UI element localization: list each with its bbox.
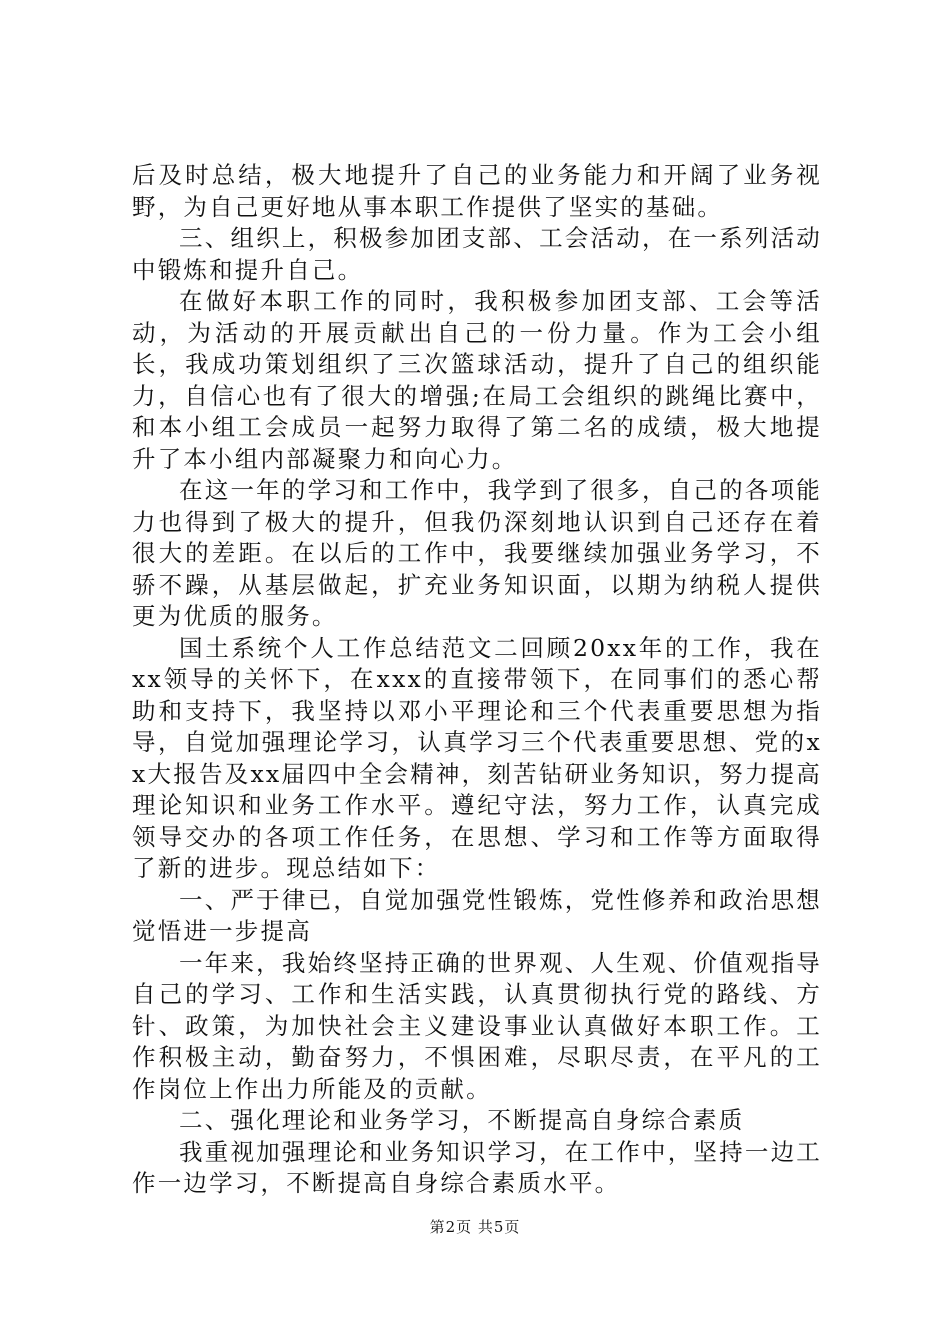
document-body <box>132 160 822 1200</box>
page-footer: 第2页 共5页 <box>429 1218 521 1236</box>
paragraph-8: 二、强化理论和业务学习，不断提高自身综合素质 <box>179 1106 745 1134</box>
paragraph-9: 我重视加强理论和业务知识学习，在工作中，坚持一边工作一边学习，不断提高自身综合素质水平。 <box>132 1137 822 1197</box>
paragraph-1: 后及时总结，极大地提升了自己的业务能力和开阔了业务视野，为自己更好地从事本职工作提供了坚实的基础。 <box>132 161 822 221</box>
paragraph-3: 在做好本职工作的同时，我积极参加团支部、工会等活动，为活动的开展贡献出自己的一份力量。作为工会小组长，我成功策划组织了三次篮球活动，提升了自己的组织能力，自信心也有了很大的增强;在局工会组织的跳绳比赛中，和本小组工会成员一起努力取得了第二名的成绩，极大地提升了本小组内部凝聚力和向心力。 <box>132 287 822 473</box>
paragraph-2: 三、组织上，积极参加团支部、工会活动，在一系列活动中锻炼和提升自己。 <box>132 224 822 284</box>
paragraph-7: 一年来，我始终坚持正确的世界观、人生观、价值观指导自己的学习、工作和生活实践，认真贯彻执行党的路线、方针、政策，为加快社会主义建设事业认真做好本职工作。工作积极主动，勤奋努力，不惧困难，尽职尽责，在平凡的工作岗位上作出力所能及的贡献。 <box>132 948 822 1103</box>
paragraph-4: 在这一年的学习和工作中，我学到了很多，自己的各项能力也得到了极大的提升，但我仍深刻地认识到自己还存在着很大的差距。在以后的工作中，我要继续加强业务学习，不骄不躁，从基层做起，扩充业务知识面，以期为纳税人提供更为优质的服务。 <box>132 476 822 630</box>
paragraph-6: 一、严于律已，自觉加强党性锻炼，党性修养和政治思想觉悟进一步提高 <box>132 885 822 945</box>
paragraph-5: 国土系统个人工作总结范文二回顾20xx年的工作，我在xx领导的关怀下，在xxx的直接带领下，在同事们的悉心帮助和支持下，我坚持以邓小平理论和三个代表重要思想为指导，自觉加强理论学习，认真学习三个代表重要思想、党的xx大报告及xx届四中全会精神，刻苦钻研业务知识，努力提高理论知识和业务工作水平。遵纪守法，努力工作，认真完成领导交办的各项工作任务，在思想、学习和工作等方面取得了新的进步。现总结如下： <box>132 633 822 882</box>
